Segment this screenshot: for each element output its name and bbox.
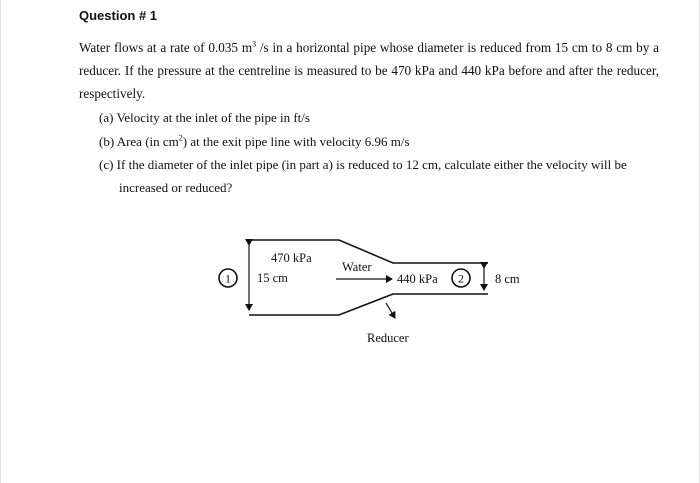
sub-question-b-part-a: (b) Area (in cm [99,134,179,149]
sub-question-a: (a) Velocity at the inlet of the pipe in ft/s [99,110,310,125]
inlet-pressure-label: 470 kPa [271,251,312,265]
point-2-label: 2 [458,271,464,286]
paragraph-part-a: Water flows at a rate of 0.035 m [79,40,253,55]
point-1-label: 1 [225,271,231,286]
reducer-label: Reducer [367,331,409,345]
inlet-diameter-label: 15 cm [257,271,288,285]
pipe-reducer-diagram [1,0,700,483]
sub-question-b-superscript: 2 [178,133,183,143]
outlet-diameter-label: 8 cm [495,272,520,286]
outlet-pressure-label: 440 kPa [397,272,438,286]
sub-question-c-line-2: increased or reduced? [119,180,233,195]
question-heading: Question # 1 [79,8,158,23]
paragraph-superscript: 3 [252,39,257,49]
pipe-bottom-wall [249,294,488,315]
paragraph-part-b: /s in a horizontal pipe whose diameter is reduced from 15 cm to 8 cm by a reducer. If the pressure at the centreline is measured to be 470 kPa and 440 kPa before and after the reducer, respectively. [79,40,659,101]
reducer-pointer-arrow [386,303,395,318]
sub-question-c-line-1: (c) If the diameter of the inlet pipe (in part a) is reduced to 12 cm, calculate either the velocity will be [99,157,627,172]
flow-label: Water [342,260,372,274]
sub-question-b-part-b: ) at the exit pipe line with velocity 6.96 m/s [182,134,410,149]
